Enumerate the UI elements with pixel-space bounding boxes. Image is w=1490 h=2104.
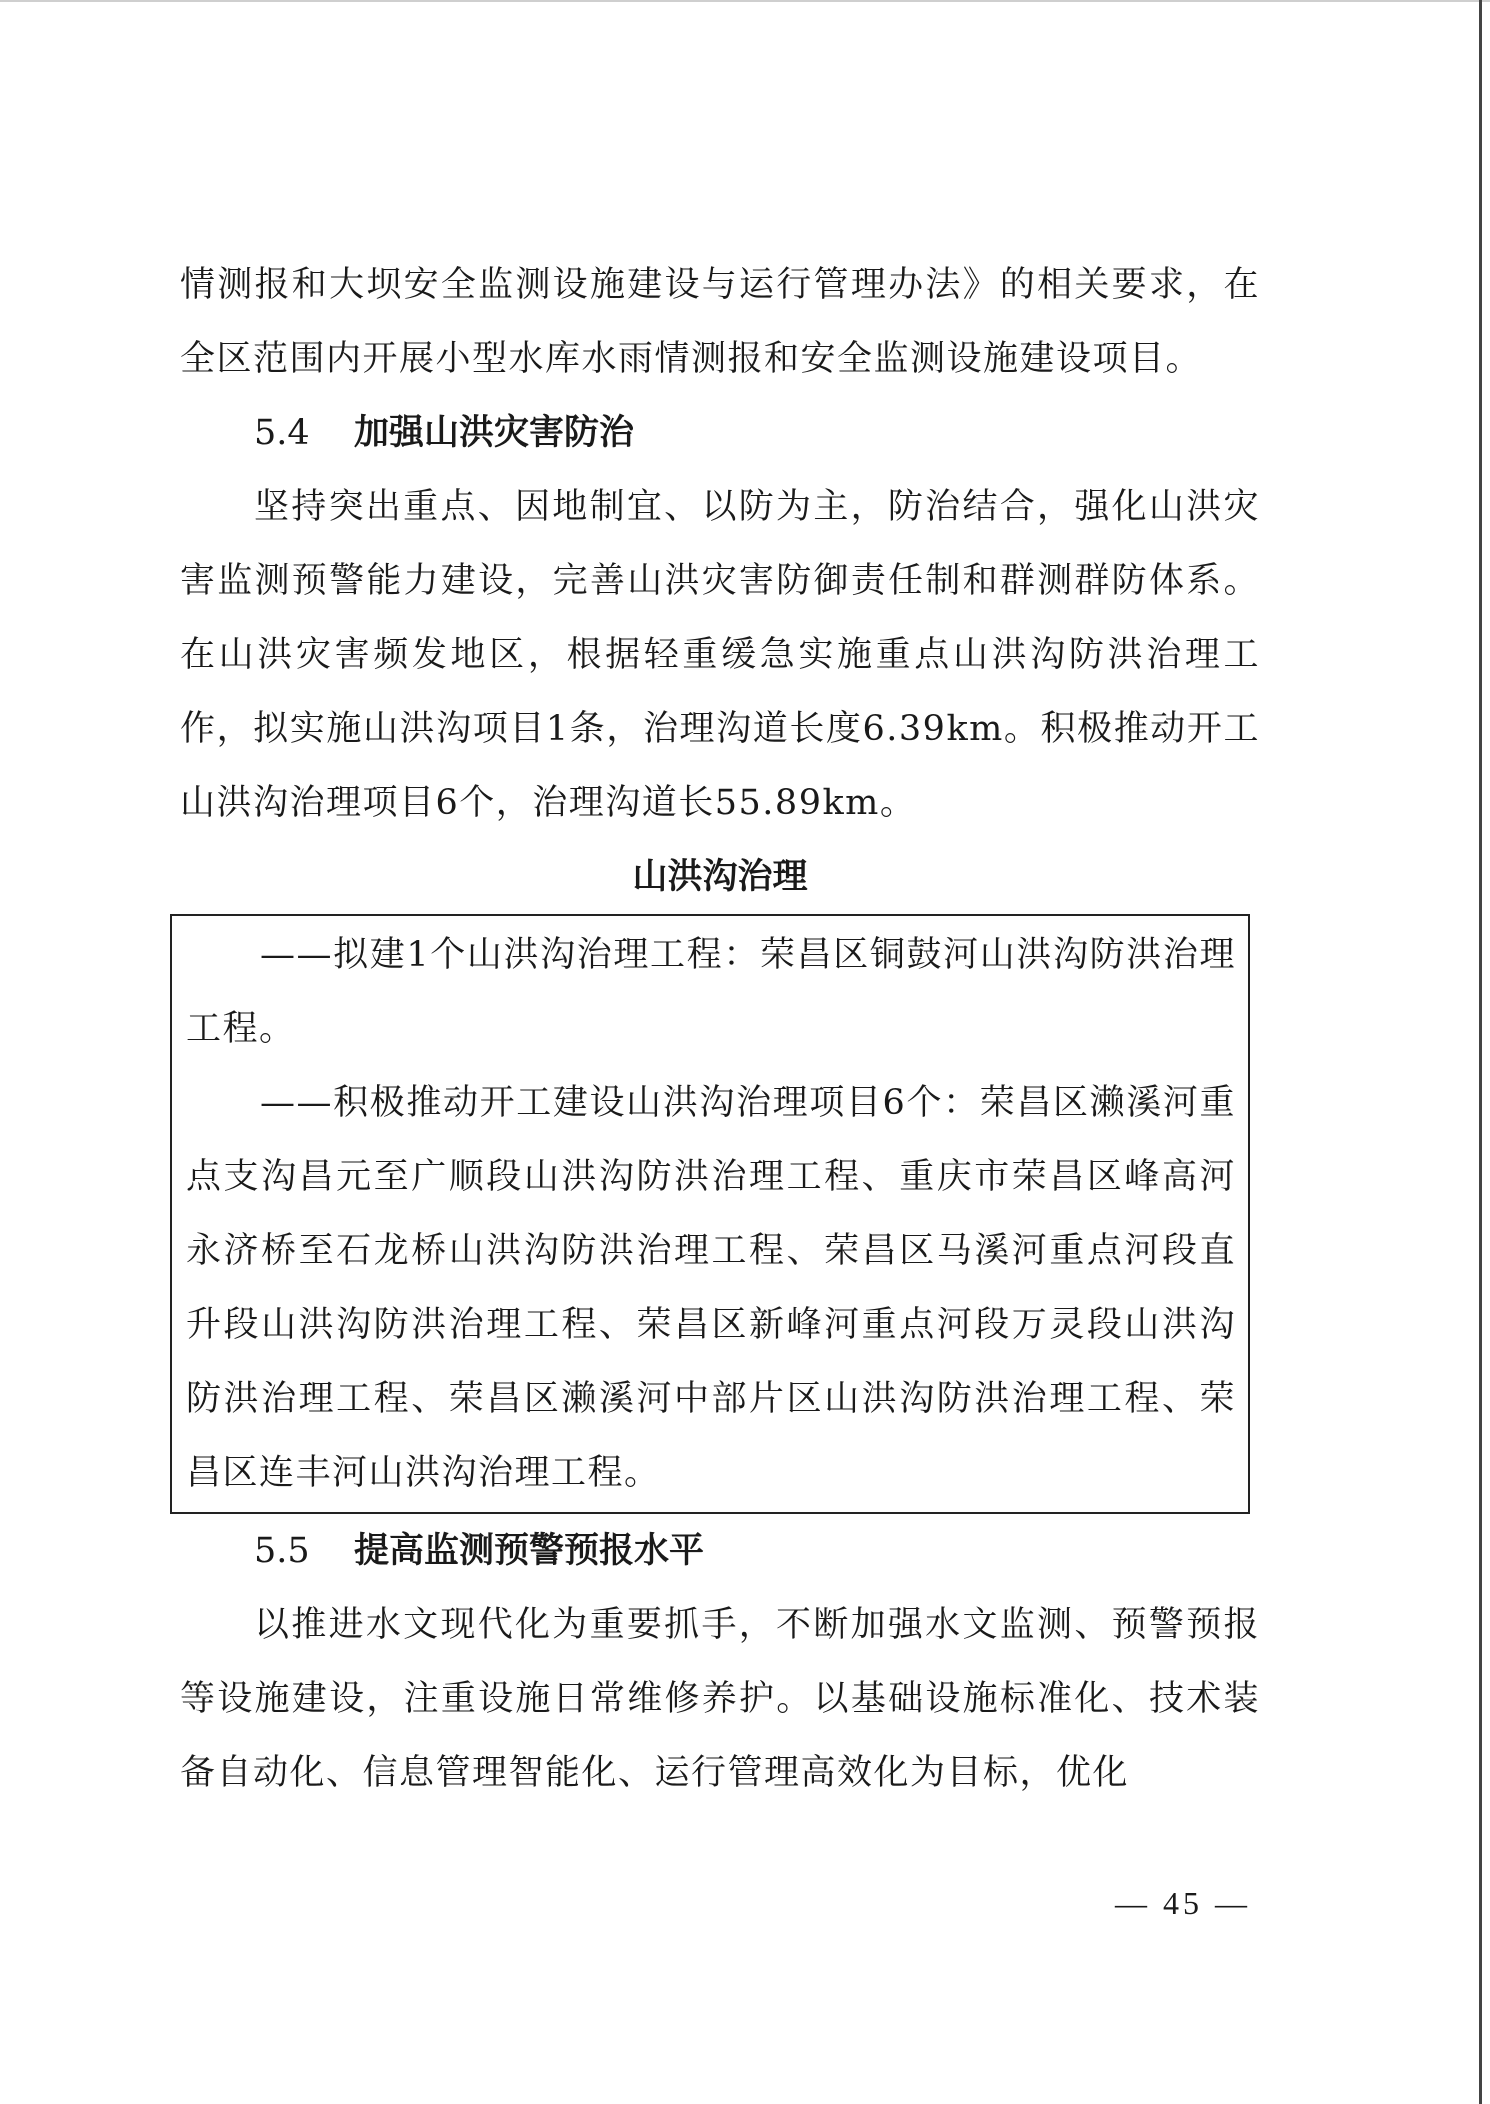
box-item-planned: ——拟建1个山洪沟治理工程：荣昌区铜鼓河山洪沟防洪治理工程。 bbox=[186, 935, 1236, 1049]
paragraph-hydrology: 以推进水文现代化为重要抓手，不断加强水文监测、预警预报等设施建设，注重设施日常维修养护。以基础设施标准化、技术装备自动化、信息管理智能化、运行管理高效化为目标，优化 bbox=[180, 1605, 1260, 1793]
section-heading-5-5 bbox=[180, 1514, 1260, 1588]
box-item-ongoing: ——积极推动开工建设山洪沟治理项目6个：荣昌区濑溪河重点支沟昌元至广顺段山洪沟防洪治理工程、重庆市荣昌区峰高河永济桥至石龙桥山洪沟防洪治理工程、荣昌区马溪河重点河段直升段山洪沟防洪治理工程、荣昌区新峰河重点河段万灵段山洪沟防洪治理工程、荣昌区濑溪河中部片区山洪沟防洪治理工程、荣昌区连丰河山洪沟治理工程。 bbox=[186, 1083, 1236, 1493]
section-title: 提高监测预警预报水平 bbox=[354, 1531, 705, 1571]
paragraph-continued: 情测报和大坝安全监测设施建设与运行管理办法》的相关要求，在全区范围内开展小型水库水雨情测报和安全监测设施建设项目。 bbox=[180, 265, 1260, 379]
page-number: — 45 — bbox=[1115, 1885, 1251, 1921]
document-body bbox=[180, 248, 1260, 1810]
paragraph-flood-prevention: 坚持突出重点、因地制宜、以防为主，防治结合，强化山洪灾害监测预警能力建设，完善山洪灾害防御责任制和群测群防体系。在山洪灾害频发地区，根据轻重缓急实施重点山洪沟防洪治理工作，拟实施山洪沟项目1条，治理沟道长度6.39km。积极推动开工山洪沟治理项目6个，治理沟道长55.89km。 bbox=[180, 487, 1260, 823]
box-title: 山洪沟治理 bbox=[632, 857, 808, 897]
section-number: 5.5 bbox=[254, 1531, 310, 1571]
page-top-edge bbox=[0, 0, 1490, 2]
section-heading-5-4 bbox=[180, 396, 1260, 470]
section-title: 加强山洪灾害防治 bbox=[354, 413, 635, 453]
scan-right-edge bbox=[1479, 0, 1482, 2104]
section-number: 5.4 bbox=[254, 413, 310, 453]
project-box bbox=[170, 914, 1250, 1514]
